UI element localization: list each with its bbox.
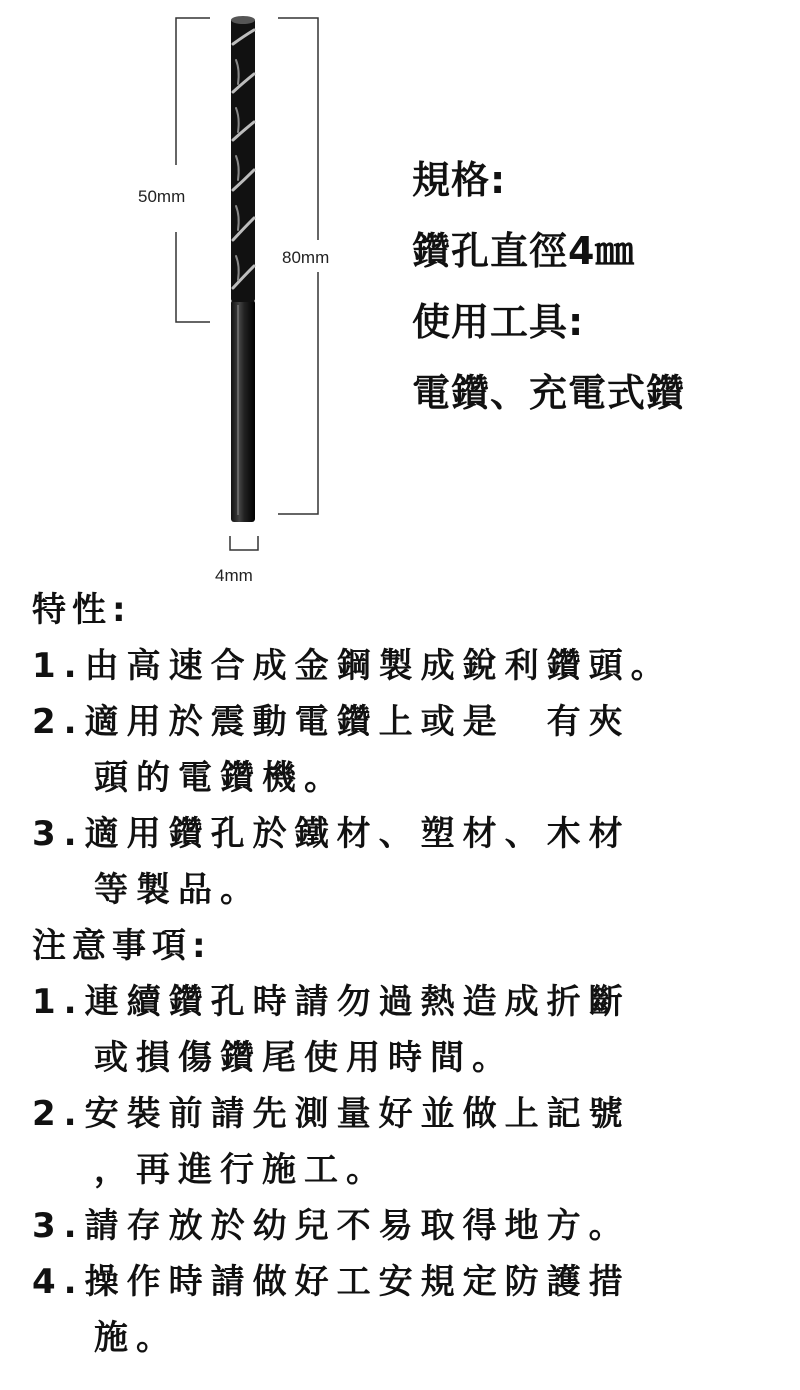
tools-heading: 使用工具:: [412, 300, 585, 344]
feature-3-line-1: 3.適用鑽孔於鐵材、塑材、木材: [32, 814, 631, 854]
list-item: [32, 1254, 631, 1366]
list-item: [32, 806, 673, 918]
spec-heading: 規格:: [412, 158, 507, 202]
notes-heading: 注意事項:: [32, 926, 212, 966]
note-3-line-1: 3.請存放於幼兒不易取得地方。: [32, 1206, 631, 1246]
list-item: [32, 1198, 631, 1254]
list-item: [32, 974, 631, 1086]
diameter-label: 4mm: [215, 566, 253, 585]
list-item: [32, 694, 673, 806]
features-section: [32, 582, 673, 918]
spec-block: [412, 145, 685, 429]
feature-2-line-1: 2.適用於震動電鑽上或是 有夾: [32, 702, 631, 742]
diameter-bracket: [230, 536, 258, 550]
feature-2-line-2: 頭的電鑽機。: [94, 758, 346, 798]
spec-diameter: 鑽孔直徑4㎜: [412, 229, 635, 273]
feature-3-line-2: 等製品。: [94, 870, 262, 910]
feature-1-line-1: 1.由高速合成金鋼製成銳利鑽頭。: [32, 646, 673, 686]
drill-bit-shank: [231, 300, 255, 522]
tools-value: 電鑽、充電式鑽: [412, 371, 686, 415]
total-length-label: 80mm: [282, 248, 330, 267]
flute-length-label: 50mm: [138, 187, 186, 206]
flute-length-bracket: [176, 18, 210, 322]
note-4-line-2: 施。: [94, 1318, 178, 1358]
note-1-line-1: 1.連續鑽孔時請勿過熱造成折斷: [32, 982, 631, 1022]
features-heading: 特性:: [32, 590, 132, 630]
note-4-line-1: 4.操作時請做好工安規定防護措: [32, 1262, 631, 1302]
list-item: [32, 1086, 631, 1198]
features-list: [32, 638, 673, 918]
drill-bit-flutes: [231, 18, 255, 302]
list-item: [32, 638, 673, 694]
note-2-line-1: 2.安裝前請先測量好並做上記號: [32, 1094, 631, 1134]
notes-section: [32, 918, 631, 1366]
note-2-line-2: ，再進行施工。: [94, 1150, 388, 1190]
notes-list: [32, 974, 631, 1366]
note-1-line-2: 或損傷鑽尾使用時間。: [94, 1038, 514, 1078]
